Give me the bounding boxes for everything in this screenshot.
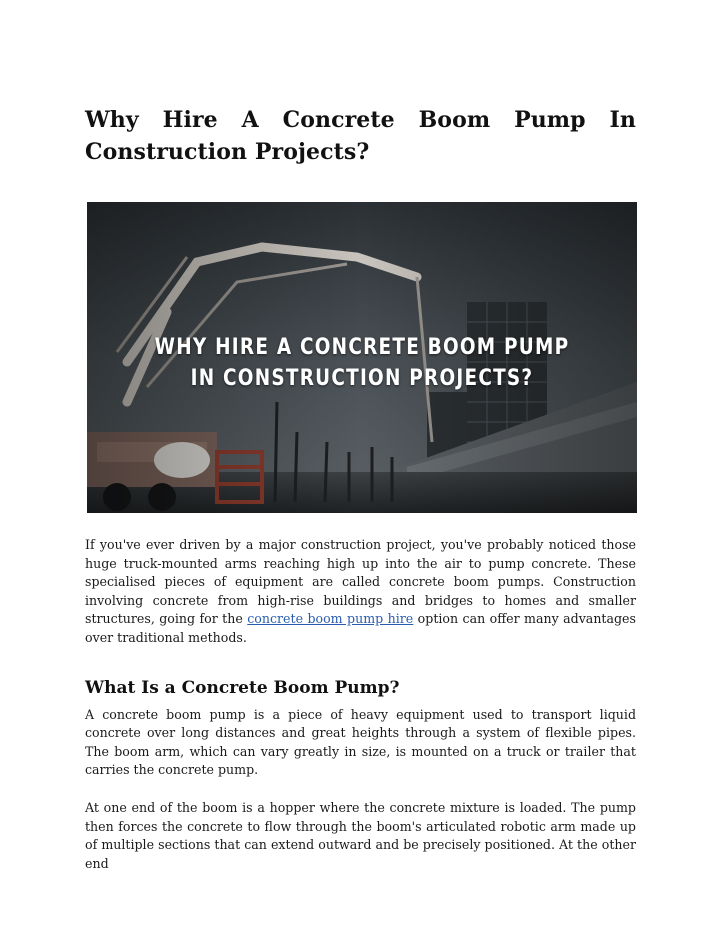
section-paragraph-2: At one end of the boom is a hopper where the concrete mixture is loaded. The pump then forces the concrete to flow through the boom's articulated robotic arm made up of multiple sections that can extend outward and be precisely positioned. At the other end [85, 799, 636, 871]
article-title: Why Hire A Concrete Boom Pump In Construction Projects? [85, 107, 636, 165]
section-heading: What Is a Concrete Boom Pump? [85, 677, 400, 698]
intro-text-end: option can offer many advantages over traditional methods. [85, 611, 636, 645]
section-paragraph-1: A concrete boom pump is a piece of heavy equipment used to transport liquid concrete over long distances and great heights through a system of flexible pipes. The boom arm, which can vary greatly in size, is mounted on a truck or trailer that carries the concrete pump. [85, 706, 636, 778]
hero-overlay-line-1: WHY HIRE A CONCRETE BOOM PUMP [154, 334, 570, 360]
intro-paragraph [85, 536, 636, 648]
hero-image [87, 202, 637, 513]
document-page [85, 104, 636, 873]
hero-overlay-title [137, 332, 588, 394]
concrete-boom-pump-hire-link[interactable]: concrete boom pump hire [247, 611, 414, 627]
intro-text-start: If you've ever driven by a major construction project, you've probably noticed those huge truck-mounted arms reaching high up into the air to pump concrete. These specialised pieces of equipment are called concrete boom pumps. Construction involving concrete from high-rise buildings and bridges to homes and smaller structures, going for the [85, 537, 636, 627]
hero-overlay-line-2: IN CONSTRUCTION PROJECTS? [190, 365, 534, 391]
